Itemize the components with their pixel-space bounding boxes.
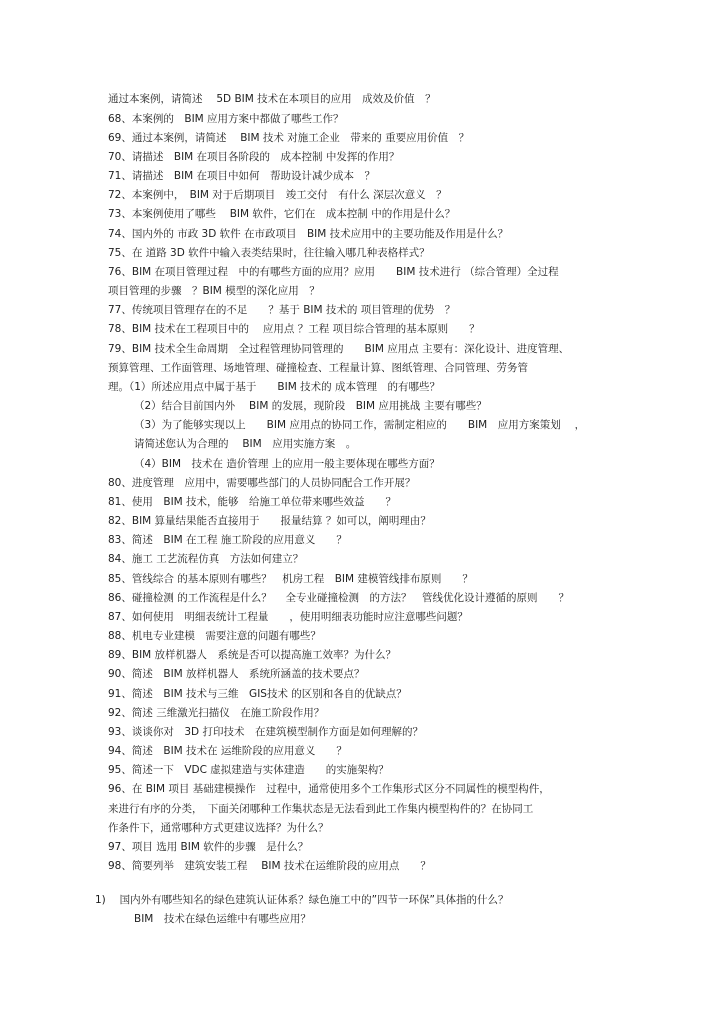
text-line (0, 571, 724, 587)
text-line (0, 436, 724, 452)
text-line-content: 1) 国内外有哪些知名的绿色建筑认证体系？绿色施工中的”四节一环保”具体指的什么？ (95, 894, 509, 906)
text-line (0, 724, 724, 740)
text-line-content: 79、BIM 技术全生命周期 全过程管理协同管理的 BIM 应用点 主要有：深化设计、进度管理、 (108, 343, 570, 355)
text-line-content: 78、BIM 技术在工程项目中的 应用点 ？工程 项目综合管理的基本原则 ？ (108, 323, 480, 335)
text-line (0, 609, 724, 625)
text-line-content: 73、本案例使用了哪些 BIM 软件，它们在 成本控制 中的作用是什么？ (108, 208, 456, 220)
text-line (0, 398, 724, 414)
text-line (0, 149, 724, 165)
text-line (0, 705, 724, 721)
text-line-content: 92、简述 三维激光扫描仪 在施工阶段作用？ (108, 707, 325, 719)
text-line (0, 513, 724, 529)
text-line-content: 72、本案例中， BIM 对于后期项目 竣工交付 有什么 深层次意义 ？ (108, 189, 447, 201)
text-line-content: 预算管理、工作面管理、场地管理、碰撞检查、工程量计算、图纸管理、合同管理、劳务管 (108, 362, 528, 374)
text-line-content: 来进行有序的分类， 下面关闭哪种工作集状态是无法看到此工作集内模型构件的？在协同工 (108, 803, 534, 815)
text-line-content: 96、在 BIM 项目 基础建模操作 过程中，通常使用多个工作集形式区分不同属性的模型构件， (108, 783, 550, 795)
text-line (0, 283, 724, 299)
text-line-content: 85、管线综合 的基本原则有哪些？ 机房工程 BIM 建模管线排布原则 ？ (108, 573, 473, 585)
text-line (0, 858, 724, 874)
text-line (0, 456, 724, 472)
text-line (0, 206, 724, 222)
text-line-content: 82、BIM 算量结果能否直接用于 报量结算 ？如可以，阐明理由？ (108, 515, 431, 527)
text-line (0, 226, 724, 242)
text-line (0, 187, 724, 203)
text-line (0, 417, 724, 433)
text-line (0, 686, 724, 702)
text-line-content: （2）结合目前国内外 BIM 的发展，现阶段 BIM 应用挑战 主要有哪些？ (134, 400, 487, 412)
text-line-content: 理。（1）所述应用点中属于基于 BIM 技术的 成本管理 的有哪些？ (108, 381, 440, 393)
text-line-content: 71、请描述 BIM 在项目中如何 帮助设计减少成本 ？ (108, 170, 376, 182)
text-line (0, 379, 724, 395)
text-line (0, 781, 724, 797)
text-line (0, 532, 724, 548)
text-line-content: 86、碰撞检测 的工作流程是什么？ 全专业碰撞检测 的方法？ 管线优化设计遵循的原则 ？ (108, 592, 570, 604)
text-line (0, 628, 724, 644)
text-line-content: 90、简述 BIM 放样机器人 系统所涵盖的技术要点？ (108, 668, 365, 680)
text-line-content: 74、国内外的 市政 3D 软件 在市政项目 BIM 技术应用中的主要功能及作用是什么？ (108, 228, 509, 240)
text-line (0, 360, 724, 376)
text-line-content: 81、使用 BIM 技术，能够 给施工单位带来哪些效益 ？ (108, 496, 397, 508)
text-line-content: 97、项目 选用 BIM 软件的步骤 是什么？ (108, 841, 309, 853)
text-line-content: 作条件下，通常哪种方式更建议选择？为什么？ (108, 822, 329, 834)
text-line-content: 通过本案例，请简述 5D BIM 技术在本项目的应用 成效及价值 ？ (108, 93, 436, 105)
text-line (0, 666, 724, 682)
text-line (0, 892, 724, 908)
text-line-content: 70、请描述 BIM 在项目各阶段的 成本控制 中发挥的作用？ (108, 151, 400, 163)
text-line (0, 820, 724, 836)
text-line-content: 83、简述 BIM 在工程 施工阶段的应用意义 ？ (108, 534, 347, 546)
text-line-content: 88、机电专业建模 需要注意的问题有哪些？ (108, 630, 321, 642)
text-line-content: 93、谈谈你对 3D 打印技术 在建筑模型制作方面是如何理解的？ (108, 726, 423, 738)
text-line-content: 68、本案例的 BIM 应用方案中都做了哪些工作？ (108, 113, 344, 125)
text-line-content: 请简述您认为合理的 BIM 应用实施方案 。 (134, 438, 357, 450)
text-line-content: 77、传统项目管理存在的不足 ？基于 BIM 技术的 项目管理的优势 ？ (108, 304, 456, 316)
text-line (0, 590, 724, 606)
text-line (0, 839, 724, 855)
text-line-content: 95、简述一下 VDC 虚拟建造与实体建造 的实施架构？ (108, 764, 389, 776)
text-line (0, 91, 724, 107)
text-line (0, 111, 724, 127)
text-line-content: 76、BIM 在项目管理过程 中的有哪些方面的应用？应用 BIM 技术进行 （综合管理）全过程 (108, 266, 559, 278)
text-line-content: 84、施工 工艺流程仿真 方法如何建立？ (108, 553, 304, 565)
text-line (0, 475, 724, 491)
text-line (0, 302, 724, 318)
text-line-content: 项目管理的步骤 ？BIM 模型的深化应用 ？ (108, 285, 320, 297)
text-line (0, 762, 724, 778)
text-line (0, 245, 724, 261)
text-line (0, 494, 724, 510)
text-line-content: 80、进度管理 应用中，需要哪些部门的人员协同配合工作开展？ (108, 477, 416, 489)
text-line (0, 321, 724, 337)
text-line (0, 647, 724, 663)
text-line-content: 89、BIM 放样机器人 系统是否可以提高施工效率？为什么？ (108, 649, 397, 661)
text-line-content: 94、简述 BIM 技术在 运维阶段的应用意义 ？ (108, 745, 347, 757)
text-line (0, 551, 724, 567)
text-line-content: 91、简述 BIM 技术与三维 GIS技术 的区别和各自的优缺点？ (108, 688, 407, 700)
text-line (0, 743, 724, 759)
text-line-content: 69、通过本案例，请简述 BIM 技术 对施工企业 带来的 重要应用价值 ？ (108, 132, 470, 144)
text-line-content: BIM 技术在绿色运维中有哪些应用？ (134, 913, 311, 925)
text-line-content: （3）为了能够实现以上 BIM 应用点的协同工作，需制定相应的 BIM 应用方案策划 ， (134, 419, 586, 431)
text-line (0, 911, 724, 927)
text-line-content: 75、在 道路 3D 软件中输入表类结果时，往往输入哪几种表格样式？ (108, 247, 430, 259)
text-line-content: 98、简要列举 建筑安装工程 BIM 技术在运维阶段的应用点 ？ (108, 860, 431, 872)
text-line (0, 130, 724, 146)
text-line (0, 168, 724, 184)
text-line-content: （4）BIM 技术在 造价管理 上的应用一般主要体现在哪些方面？ (134, 458, 440, 470)
text-line (0, 801, 724, 817)
text-line-content: 87、如何使用 明细表统计工程量 ，使用明细表功能时应注意哪些问题？ (108, 611, 468, 623)
text-line (0, 341, 724, 357)
text-line (0, 264, 724, 280)
